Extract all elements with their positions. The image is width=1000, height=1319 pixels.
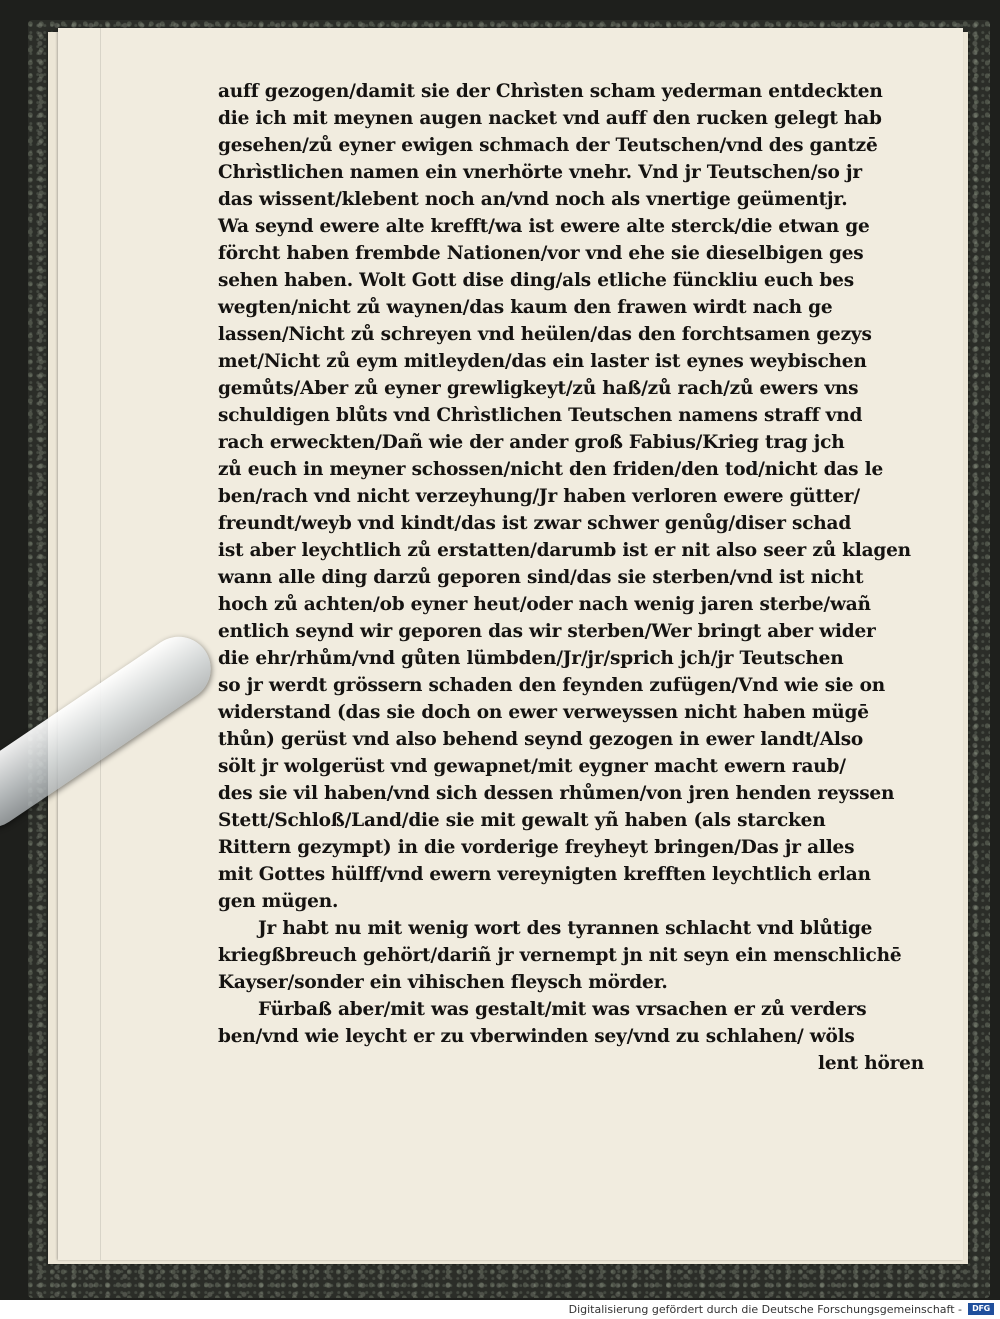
text-line: schuldigen blůts vnd Chrìstlichen Teutschen namens straff vnd: [218, 405, 863, 426]
text-line: förcht haben frembde Nationen/vor vnd ehe sie dieselbigen ges: [218, 243, 864, 264]
text-line: zů euch in meyner schossen/nicht den friden/den tod/nicht das le: [218, 459, 884, 480]
text-line: freundt/weyb vnd kindt/das ist zwar schwer genůg/diser schad: [218, 513, 852, 534]
funding-notice: Digitalisierung gefördert durch die Deutsche Forschungsgemeinschaft -: [568, 1303, 962, 1316]
catchword: lent hören: [818, 1053, 924, 1074]
text-line: so jr werdt grössern schaden den feynden zufügen/Vnd wie sie on: [218, 675, 886, 696]
text-line: hoch zů achten/ob eyner heut/oder nach wenig jaren sterbe/wañ: [218, 594, 871, 615]
page-text: [218, 78, 938, 1077]
text-line: sölt jr wolgerüst vnd gewapnet/mit eygner macht ewern raub/: [218, 756, 846, 777]
text-line: lassen/Nicht zů schreyen vnd heülen/das den forchtsamen gezys: [218, 324, 872, 345]
text-line: Kayser/sonder ein vihischen fleysch mörder.: [218, 972, 668, 993]
text-line: thůn) gerüst vnd also behend seynd gezogen in ewer landt/Also: [218, 729, 864, 750]
text-line: ist aber leychtlich zů erstatten/darumb ist er nit also seer zů klagen: [218, 540, 911, 561]
text-line: kriegßbreuch gehört/dariñ jr vernempt jn nit seyn ein menschlichē: [218, 945, 902, 966]
text-line: gesehen/zů eyner ewigen schmach der Teutschen/vnd des gantzē: [218, 135, 878, 156]
text-line: die ehr/rhům/vnd gůten lümbden/Jr/jr/sprich jch/jr Teutschen: [218, 648, 844, 669]
text-line: des sie vil haben/vnd sich dessen rhůmen/von jren henden reyssen: [218, 783, 895, 804]
text-line: ben/rach vnd nicht verzeyhung/Jr haben verloren ewere gütter/: [218, 486, 860, 507]
text-line: wann alle ding darzů geporen sind/das sie sterben/vnd ist nicht: [218, 567, 864, 588]
page-fold-edge: [100, 28, 101, 1260]
text-line: Fürbaß aber/mit was gestalt/mit was vrsachen er zů verders: [258, 999, 867, 1020]
text-line: sehen haben. Wolt Gott dise ding/als etliche fünckliu euch bes: [218, 270, 854, 291]
text-line: wegten/nicht zů waynen/das kaum den frawen wirdt nach ge: [218, 297, 833, 318]
text-line: auff gezogen/damit sie der Chrìsten scham yederman entdeckten: [218, 81, 883, 102]
text-line: ben/vnd wie leycht er zu vberwinden sey/vnd zu schlahen/ wöls: [218, 1026, 855, 1047]
text-line: Rittern gezympt) in die vorderige freyheyt bringen/Das jr alles: [218, 837, 855, 858]
text-line: rach erweckten/Dañ wie der ander groß Fabius/Krieg trag jch: [218, 432, 845, 453]
text-line: Stett/Schloß/Land/die sie mit gewalt yñ haben (als starcken: [218, 810, 826, 831]
text-line: das wissent/klebent noch an/vnd noch als vnertige geümentjr.: [218, 189, 848, 210]
text-line: entlich seynd wir geporen das wir sterben/Wer bringt aber wider: [218, 621, 876, 642]
text-line: Jr habt nu mit wenig wort des tyrannen schlacht vnd blůtige: [258, 918, 873, 939]
text-line: gen mügen.: [218, 891, 339, 912]
text-line: widerstand (das sie doch on ewer verweyssen nicht haben mügē: [218, 702, 869, 723]
text-line: Wa seynd ewere alte krefft/wa ist ewere alte sterck/die etwan ge: [218, 216, 870, 237]
text-line: Chrìstlichen namen ein vnerhörte vnehr. Vnd jr Teutschen/so jr: [218, 162, 862, 183]
text-line: gemůts/Aber zů eyner grewligkeyt/zů haß/zů rach/zů ewers vns: [218, 378, 859, 399]
dfg-logo-icon: DFG: [968, 1303, 994, 1315]
footer-bar: [0, 1300, 1000, 1319]
text-line: die ich mit meynen augen nacket vnd auff den rucken gelegt hab: [218, 108, 882, 129]
text-line: met/Nicht zů eym mitleyden/das ein laster ist eynes weybischen: [218, 351, 867, 372]
text-line: mit Gottes hülff/vnd ewern vereynigten krefften leychtlich erlan: [218, 864, 871, 885]
